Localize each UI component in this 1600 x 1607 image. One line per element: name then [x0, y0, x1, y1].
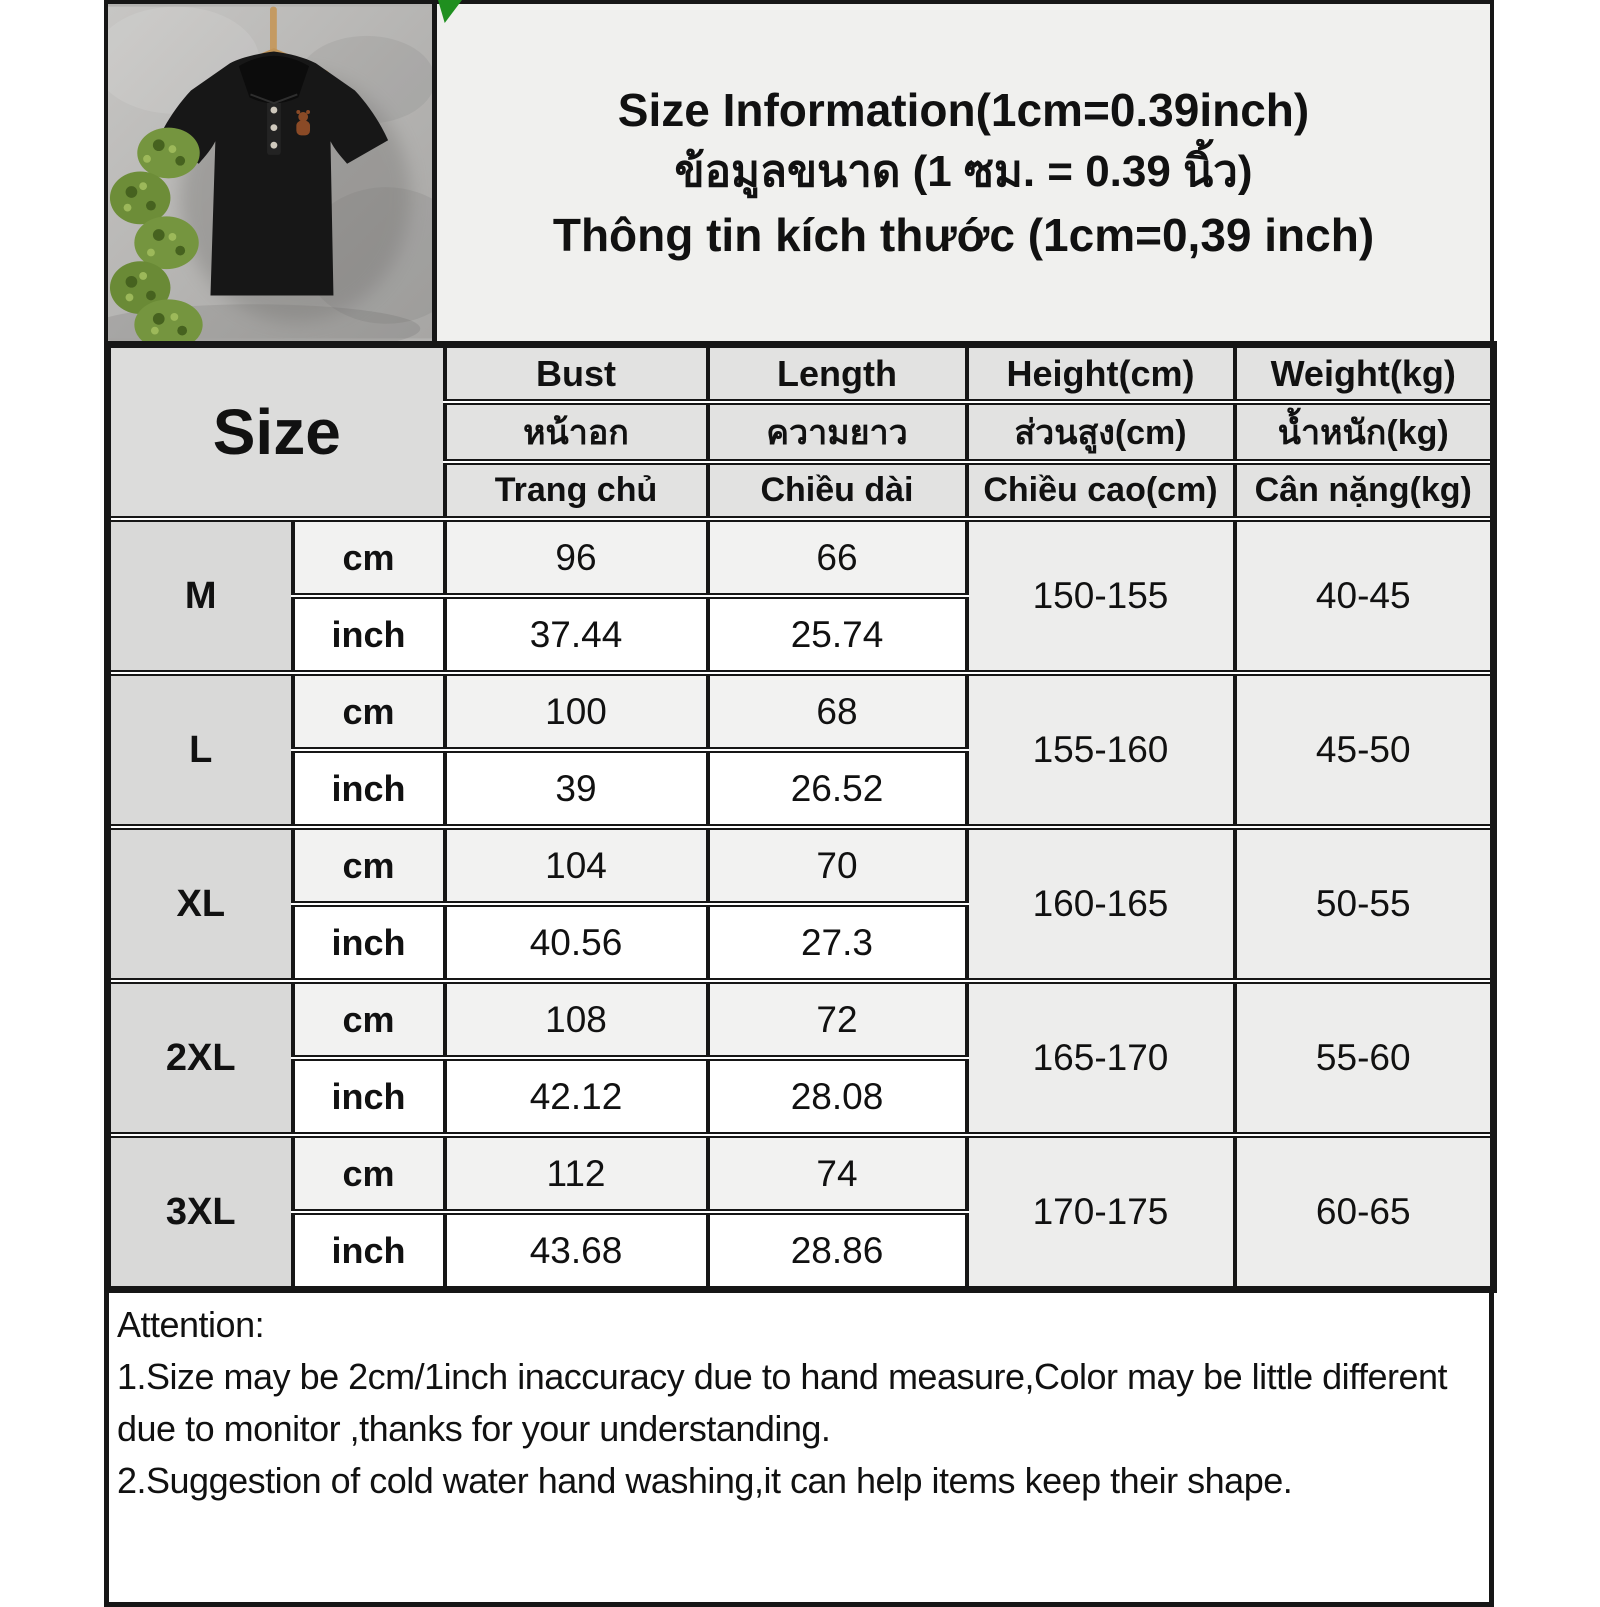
col-header-bust-th: หน้าอก — [445, 402, 708, 462]
col-header-height-vi: Chiều cao(cm) — [967, 462, 1235, 519]
length-cm-value: 66 — [708, 519, 967, 596]
unit-label: inch — [293, 596, 445, 673]
length-cm-value: 68 — [708, 673, 967, 750]
length-inch-value: 28.86 — [708, 1212, 967, 1290]
unit-label: cm — [293, 519, 445, 596]
size-chart-sheet — [104, 0, 1494, 1607]
polo-shirt-photo-graphic — [108, 4, 432, 341]
unit-label: inch — [293, 1212, 445, 1290]
length-cm-value: 74 — [708, 1135, 967, 1212]
bust-cm-value: 104 — [445, 827, 708, 904]
length-cm-value: 70 — [708, 827, 967, 904]
col-header-bust-en: Bust — [445, 345, 708, 403]
bust-cm-value: 100 — [445, 673, 708, 750]
attention-heading: Attention: — [117, 1304, 265, 1345]
col-header-weight-th: น้ำหนัก(kg) — [1235, 402, 1494, 462]
bust-inch-value: 43.68 — [445, 1212, 708, 1290]
col-header-length-th: ความยาว — [708, 402, 967, 462]
height-range: 165-170 — [967, 981, 1235, 1135]
col-header-height-en: Height(cm) — [967, 345, 1235, 403]
bust-inch-value: 37.44 — [445, 596, 708, 673]
height-range: 155-160 — [967, 673, 1235, 827]
title-thai: ข้อมูลขนาด (1 ซม. = 0.39 นิ้ว) — [674, 147, 1253, 197]
length-cm-value: 72 — [708, 981, 967, 1058]
length-inch-value: 28.08 — [708, 1058, 967, 1135]
product-photo — [104, 0, 437, 341]
unit-label: inch — [293, 1058, 445, 1135]
weight-range: 45-50 — [1235, 673, 1494, 827]
top-row — [104, 0, 1494, 341]
weight-range: 55-60 — [1235, 981, 1494, 1135]
length-inch-value: 25.74 — [708, 596, 967, 673]
chest-logo — [296, 110, 310, 135]
col-header-length-en: Length — [708, 345, 967, 403]
title-english: Size Information(1cm=0.39inch) — [617, 83, 1310, 136]
weight-range: 60-65 — [1235, 1135, 1494, 1290]
unit-label: cm — [293, 673, 445, 750]
col-header-weight-en: Weight(kg) — [1235, 345, 1494, 403]
bust-cm-value: 108 — [445, 981, 708, 1058]
unit-label: cm — [293, 981, 445, 1058]
bust-cm-value: 96 — [445, 519, 708, 596]
title-vietnamese: Thông tin kích thước (1cm=0,39 inch) — [552, 208, 1375, 261]
attention-notes — [104, 1293, 1494, 1607]
length-inch-value: 27.3 — [708, 904, 967, 981]
bust-inch-value: 40.56 — [445, 904, 708, 981]
size-label: M — [108, 519, 293, 673]
unit-label: cm — [293, 827, 445, 904]
unit-label: cm — [293, 1135, 445, 1212]
size-header-cell: Size — [108, 345, 445, 520]
col-header-length-vi: Chiều dài — [708, 462, 967, 519]
attention-note-2: 2.Suggestion of cold water hand washing,it can help items keep their shape. — [117, 1460, 1293, 1501]
weight-range: 40-45 — [1235, 519, 1494, 673]
unit-label: inch — [293, 750, 445, 827]
size-label: 3XL — [108, 1135, 293, 1290]
height-range: 150-155 — [967, 519, 1235, 673]
size-label: XL — [108, 827, 293, 981]
col-header-weight-vi: Cân nặng(kg) — [1235, 462, 1494, 519]
title-block — [437, 0, 1494, 341]
length-inch-value: 26.52 — [708, 750, 967, 827]
height-range: 170-175 — [967, 1135, 1235, 1290]
weight-range: 50-55 — [1235, 827, 1494, 981]
bust-inch-value: 42.12 — [445, 1058, 708, 1135]
attention-note-1: 1.Size may be 2cm/1inch inaccuracy due to hand measure,Color may be little different due to monitor ,thanks for your understanding. — [117, 1356, 1448, 1449]
size-label: 2XL — [108, 981, 293, 1135]
height-range: 160-165 — [967, 827, 1235, 981]
size-table — [104, 341, 1497, 1293]
col-header-height-th: ส่วนสูง(cm) — [967, 402, 1235, 462]
col-header-bust-vi: Trang chủ — [445, 462, 708, 519]
unit-label: inch — [293, 904, 445, 981]
bust-cm-value: 112 — [445, 1135, 708, 1212]
bust-inch-value: 39 — [445, 750, 708, 827]
size-label: L — [108, 673, 293, 827]
